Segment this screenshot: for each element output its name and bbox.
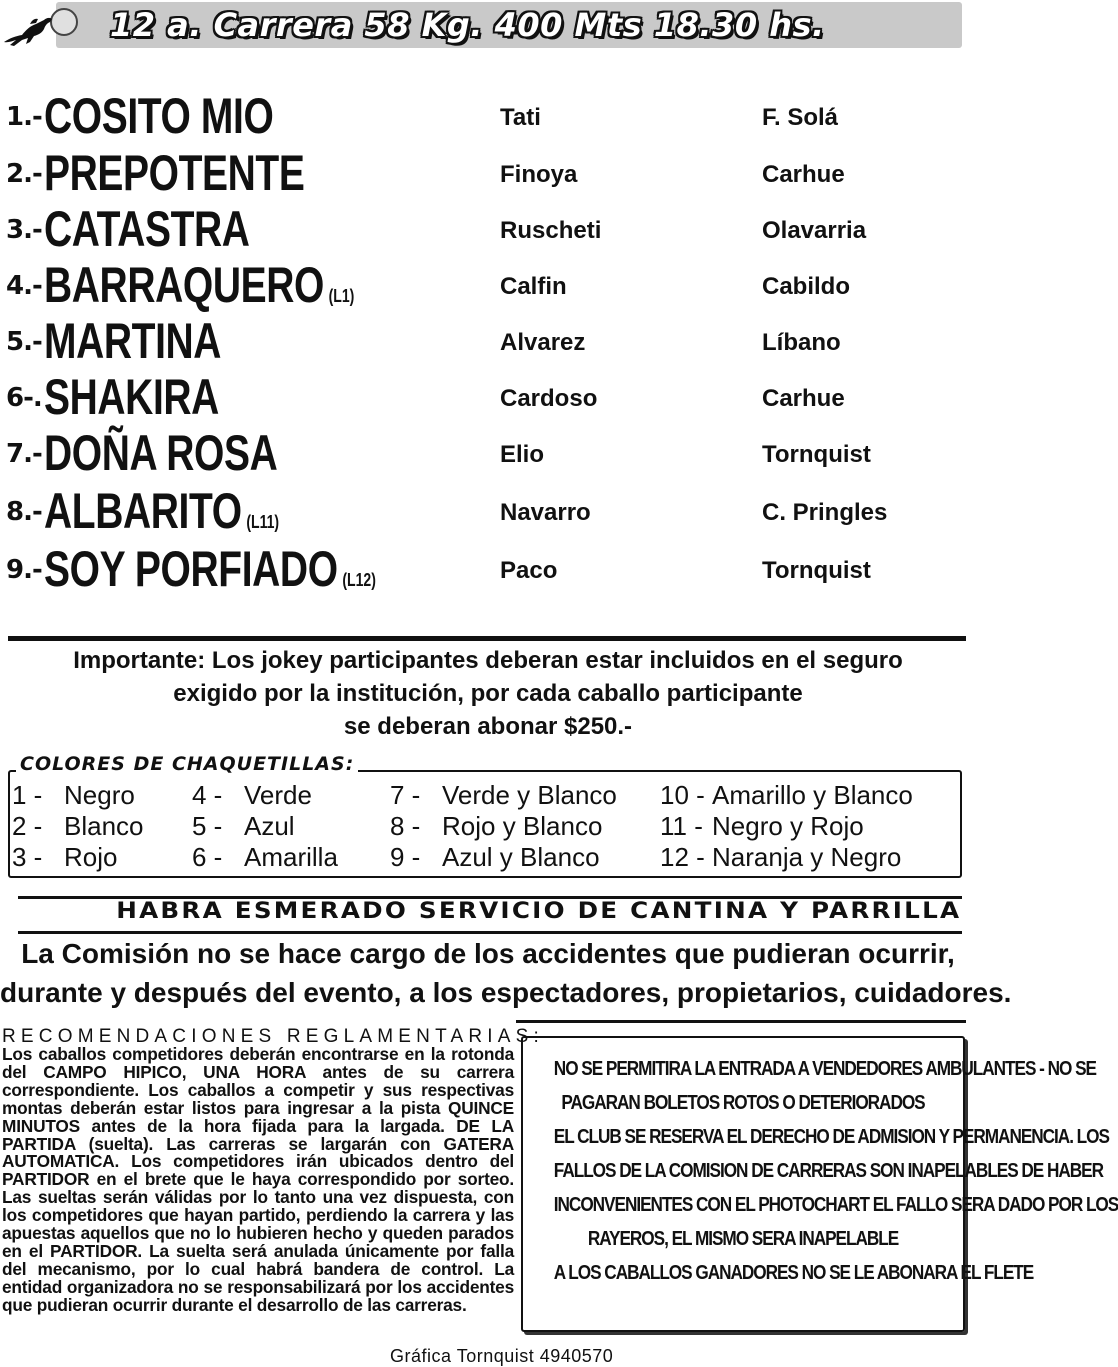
owner-city: Cabildo	[762, 273, 850, 300]
owner-city: Carhue	[762, 161, 845, 188]
color-label: Naranja y Negro	[712, 842, 902, 872]
entry-number: 2.-	[6, 159, 42, 189]
entry-row	[0, 483, 976, 539]
owner-city: Tornquist	[762, 557, 871, 584]
entry-row	[0, 88, 976, 144]
entry-number: 9.-	[6, 555, 42, 585]
horse-name-text: COSITO MIO	[44, 88, 274, 144]
divider	[516, 1020, 966, 1023]
rule-line: NO SE PERMITIRA LA ENTRADA A VENDEDORES AMBULANTES - NO SE	[553, 1058, 1096, 1080]
jockey-name: Finoya	[500, 161, 578, 188]
horse-name	[44, 369, 219, 425]
lot-label: (L11)	[246, 512, 280, 532]
color-label: Azul	[244, 811, 295, 841]
color-number: 7 -	[390, 780, 421, 810]
owner-city: Carhue	[762, 385, 845, 412]
color-label: Verde	[244, 780, 312, 810]
color-label: Negro	[64, 780, 135, 810]
horse-name-text: PREPOTENTE	[44, 145, 305, 201]
entry-row	[0, 425, 976, 481]
horse-name	[44, 201, 250, 257]
color-label: Azul y Blanco	[442, 842, 600, 872]
horse-name-text: SOY PORFIADO	[44, 541, 338, 597]
notice-line: se deberan abonar $250.-	[343, 713, 633, 740]
color-label: Verde y Blanco	[442, 780, 617, 810]
color-number: 4 -	[192, 780, 223, 810]
horse-name	[44, 313, 221, 369]
owner-city: Tornquist	[762, 441, 871, 468]
entry-number: 4.-	[6, 271, 42, 301]
owner-city: C. Pringles	[762, 499, 888, 526]
color-number: 3 -	[12, 842, 43, 872]
lot-label: (L12)	[342, 570, 376, 590]
color-number: 8 -	[390, 811, 421, 841]
color-label: Amarilla	[244, 842, 338, 872]
color-number: 6 -	[192, 842, 223, 872]
rule-line: RAYEROS, EL MISMO SERA INAPELABLE	[587, 1228, 899, 1250]
horse-name	[44, 541, 376, 608]
color-label: Amarillo y Blanco	[712, 780, 913, 810]
entry-row	[0, 257, 976, 313]
colors-title: COLORES DE CHAQUETILLAS:	[16, 753, 358, 775]
divider	[8, 636, 966, 641]
recommendations-body: Los caballos competidores deberán encontrarse en la rotonda del CAMPO HIPICO, UNA HORA antes de su carrera correspondiente. Los caballos a competir y sus respectivas montas deberán estar listos para ingresar a la pista QUINCE MINUTOS antes de la hora fijada para la largada. DE LA PARTIDA (suelta). Las carreras se largarán con GATERA AUTOMATICA. Los competidores irán ubicados dentro del PARTIDOR en el brete que le haya correspondido por sorteo. Las sueltas serán válidas por lo tanto una vez dispuesta, con los competidores que hayan partido, perdiendo la carrera y las apuestas aquellos que no lo hubieren hecho y queden parados en el PARTIDOR. La suelta será anulada únicamente por falla del mecanismo, por lo cual habrá bandera de control. La entidad organizadora no se responsabilizará por los accidentes que pudieran ocurrir durante el desarrollo de las carreras.	[2, 1044, 514, 1315]
entry-number: 1.-	[6, 102, 42, 132]
entry-row	[0, 313, 976, 369]
entry-number: 8.-	[6, 497, 42, 527]
insurance-notice	[0, 644, 976, 743]
horse-name-text: MARTINA	[44, 313, 222, 369]
rule-line: FALLOS DE LA COMISION DE CARRERAS SON INAPELABLES DE HABER	[553, 1160, 1103, 1182]
entry-row	[0, 201, 976, 257]
entry-row	[0, 541, 976, 597]
notice-line: Importante: Los jokey participantes deberan estar incluidos en el seguro	[73, 647, 903, 674]
race-title: 12 a. Carrera 58 Kg. 400 Mts 18.30 hs.	[110, 6, 825, 44]
jockey-name: Alvarez	[500, 329, 586, 356]
color-label: Rojo y Blanco	[442, 811, 603, 841]
color-number: 2 -	[12, 811, 43, 841]
color-number: 5 -	[192, 811, 223, 841]
jockey-name: Calfin	[500, 273, 567, 300]
color-number: 10 -	[660, 780, 705, 810]
horse-name	[44, 425, 277, 481]
entry-number: 5.-	[6, 327, 42, 357]
printer-credit: Gráfica Tornquist 4940570	[390, 1346, 614, 1366]
rule-line: EL CLUB SE RESERVA EL DERECHO DE ADMISION Y PERMANENCIA. LOS	[553, 1126, 1109, 1148]
horse-name	[44, 88, 273, 144]
jockey-name: Tati	[500, 104, 541, 131]
rule-line: A LOS CABALLOS GANADORES NO SE LE ABONARA EL FLETE	[553, 1262, 1034, 1284]
jockey-name: Ruscheti	[500, 217, 602, 244]
owner-city: Olavarria	[762, 217, 867, 244]
entry-number: 3.-	[6, 215, 42, 245]
rule-line: INCONVENIENTES CON EL PHOTOCHART EL FALLO SERA DADO POR LOS	[553, 1194, 1118, 1216]
color-number: 9 -	[390, 842, 421, 872]
jockey-name: Elio	[500, 441, 545, 468]
color-number: 11 -	[660, 811, 703, 841]
disclaimer-line: La Comisión no se hace cargo de los accidentes que pudieran ocurrir,	[21, 938, 955, 969]
entry-row	[0, 145, 976, 201]
horse-name	[44, 483, 279, 550]
horse-name-text: ALBARITO	[44, 483, 242, 539]
rule-line: PAGARAN BOLETOS ROTOS O DETERIORADOS	[561, 1092, 925, 1114]
jockey-name: Paco	[500, 557, 558, 584]
entry-number: 7.-	[6, 439, 42, 469]
color-label: Blanco	[64, 811, 144, 841]
racehorse-icon	[0, 2, 80, 54]
race-header	[0, 0, 976, 52]
entry-number: 6-.	[6, 383, 42, 413]
horse-name-text: SHAKIRA	[44, 369, 219, 425]
owner-city: F. Solá	[762, 104, 839, 131]
color-number: 1 -	[12, 780, 43, 810]
disclaimer-line: durante y después del evento, a los espectadores, propietarios, cuidadores.	[0, 977, 1012, 1008]
jockey-name: Navarro	[500, 499, 591, 526]
horse-name-text: CATASTRA	[44, 201, 250, 257]
rules-text	[553, 1052, 1118, 1290]
entry-row	[0, 369, 976, 425]
color-number: 12 -	[660, 842, 705, 872]
lot-label: (L1)	[328, 286, 355, 306]
owner-city: Líbano	[762, 329, 841, 356]
color-label: Rojo	[64, 842, 118, 872]
notice-line: exigido por la institución, por cada caballo participante	[173, 680, 803, 707]
horse-name	[44, 145, 304, 201]
color-label: Negro y Rojo	[712, 811, 864, 841]
cantina-banner: HABRA ESMERADO SERVICIO DE CANTINA Y PARRILLA	[116, 899, 962, 924]
horse-name-text: BARRAQUERO	[44, 257, 324, 313]
recommendations-title: RECOMENDACIONES REGLAMENTARIAS:	[2, 1026, 544, 1047]
jockey-name: Cardoso	[500, 385, 598, 412]
horse-name-text: DOÑA ROSA	[44, 425, 278, 481]
disclaimer	[0, 934, 1012, 1012]
